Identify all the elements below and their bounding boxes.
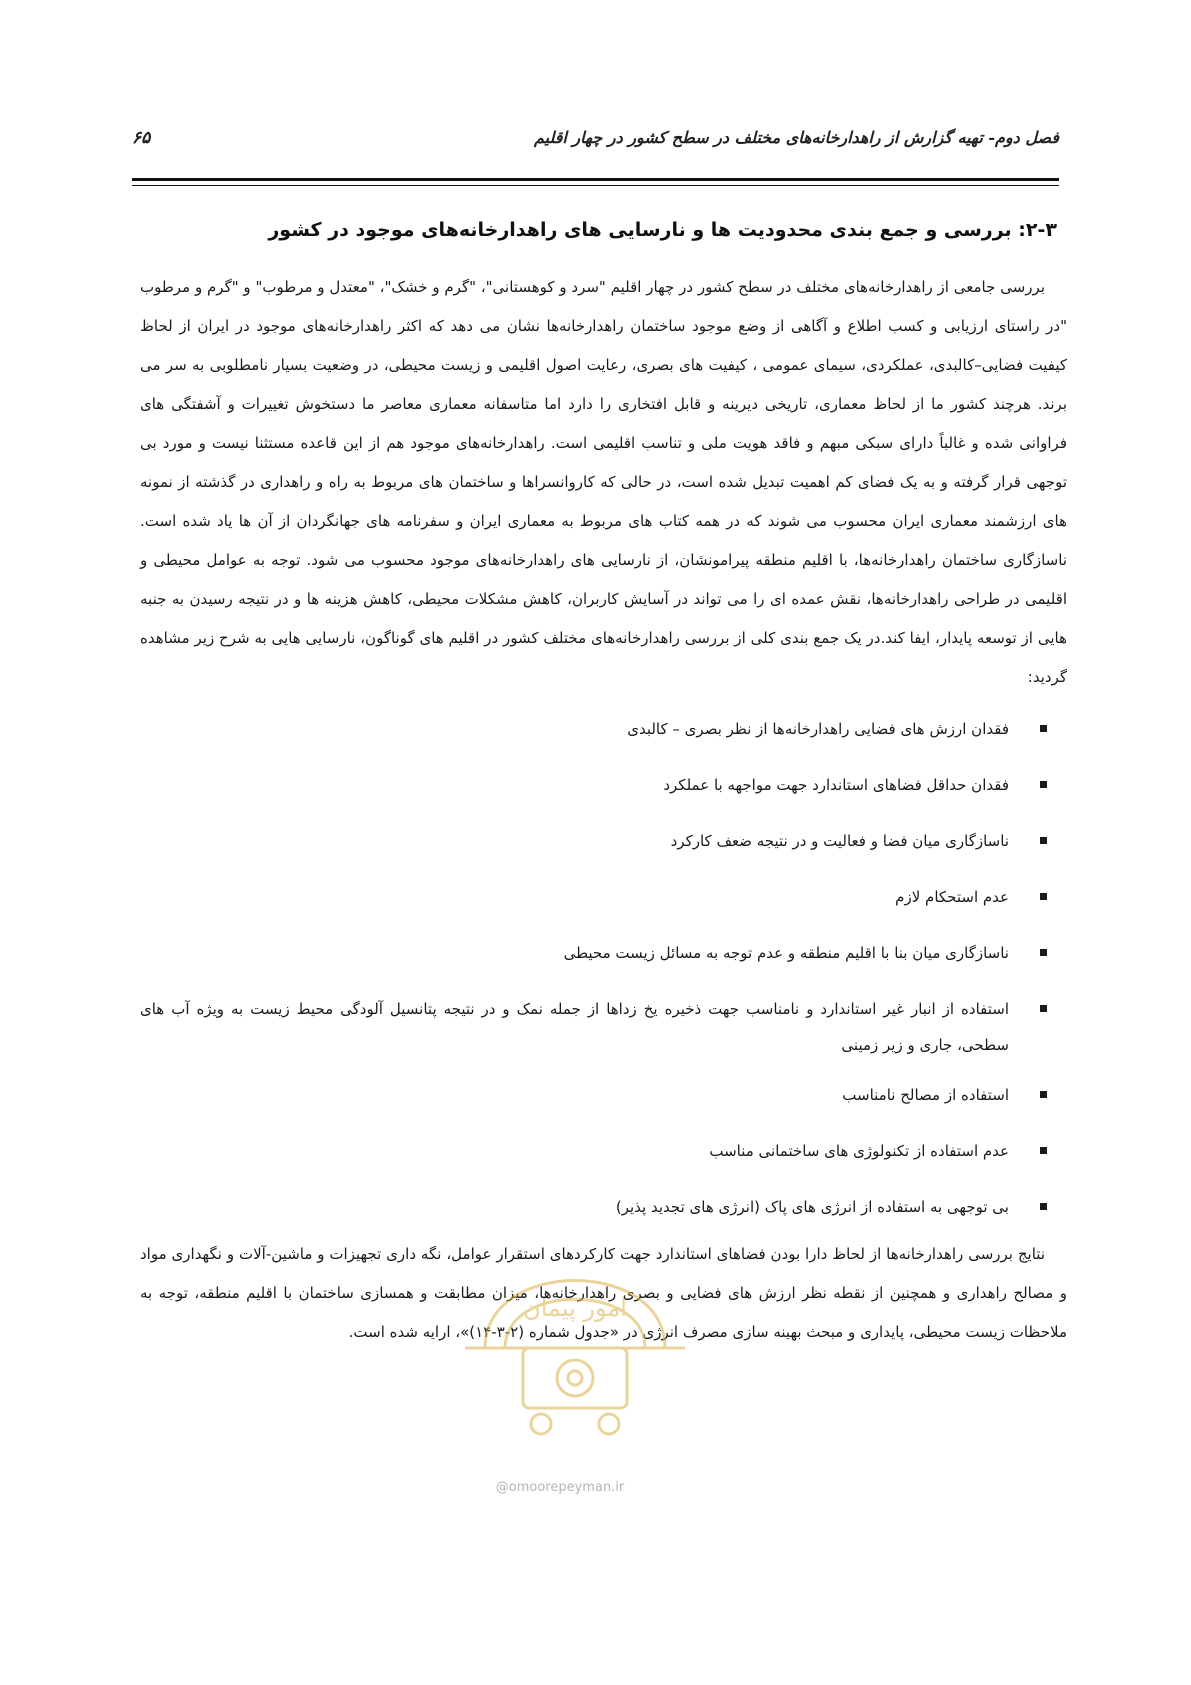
section-heading: ۲-۳: بررسی و جمع بندی محدودیت ها و نارسایی های راهدارخانه‌های موجود در کشور: [268, 219, 1057, 241]
watermark-site: [460, 1480, 660, 1495]
square-bullet-icon: [1040, 1091, 1047, 1098]
list-item: [140, 935, 1067, 971]
main-content: [140, 212, 1067, 1352]
square-bullet-icon: [1040, 781, 1047, 788]
list-item-text: عدم استحکام لازم: [895, 888, 1009, 906]
square-bullet-icon: [1040, 725, 1047, 732]
list-item-text: فقدان ارزش های فضایی راهدارخانه‌ها از نظر بصری – کالبدی: [627, 720, 1009, 738]
deficiency-list: [140, 711, 1067, 1225]
list-item: [140, 767, 1067, 803]
header-rule-thin: [132, 185, 1059, 186]
list-item: [140, 1077, 1067, 1113]
square-bullet-icon: [1040, 837, 1047, 844]
square-bullet-icon: [1040, 1005, 1047, 1012]
page-number: ۶۵: [132, 128, 151, 148]
list-item-text: استفاده از مصالح نامناسب: [842, 1086, 1009, 1104]
square-bullet-icon: [1040, 949, 1047, 956]
header-rule-thick: [132, 178, 1059, 181]
list-item: [140, 1133, 1067, 1169]
intro-paragraph: بررسی جامعی از راهدارخانه‌های مختلف در سطح کشور در چهار اقلیم "سرد و کوهستانی"، "گرم و خشک"، "معتدل و مرطوب" و "گرم و مرطوب "در راستای ارزیابی و کسب اطلاع و آگاهی از وضع موجود ساختمان راهدارخانه‌ها نشان می دهد که اکثر راهدارخانه‌های موجود در ایران از لحاظ کیفیت فضایی–کالبدی، عملکردی، سیمای عمومی ، کیفیت های بصری، رعایت اصول اقلیمی و زیست محیطی، در وضعیت بسیار نامطلوبی به سر می برند. هرچند کشور ما از لحاظ معماری، تاریخی دیرینه و قابل افتخاری را دارد اما متاسفانه معماری معاصر ما دستخوش تغییرات و آشفتگی های فراوانی شده و غالباً دارای سبکی مبهم و فاقد هویت ملی و تناسب اقلیمی است. راهدارخانه‌های موجود هم از این قاعده مستثنا نیست و مورد بی توجهی قرار گرفته و به یک فضای کم اهمیت تبدیل شده است، در حالی که کاروانسراها و ساختمان های مربوط به راه و راهداری در گذشته از نمونه های ارزشمند معماری ایران محسوب می شوند که در همه کتاب های مربوط به معماری ایران و سفرنامه های جهانگردان از آن ها یاد شده است. ناسازگاری ساختمان راهدارخانه‌ها، با اقلیم منطقه پیرامونشان، از نارسایی های راهدارخانه‌های موجود محسوب می شود. توجه به عوامل محیطی و اقلیمی در طراحی راهدارخانه‌ها، نقش عمده ای را می تواند در آسایش کاربران، کاهش مشکلات محیطی، کاهش هزینه ها و در نتیجه رسیدن به جنبه هایی از توسعه پایدار، ایفا کند.در یک جمع بندی کلی از بررسی راهدارخانه‌های مختلف کشور در اقلیم های گوناگون، نارسایی هایی به شرح زیر مشاهده گردید:: [140, 278, 1067, 686]
list-item: [140, 879, 1067, 915]
running-header: [132, 128, 1059, 162]
list-item-text: بی توجهی به استفاده از انرژی های پاک (انرژی های تجدید پذیر): [615, 1198, 1009, 1216]
list-item: [140, 823, 1067, 859]
list-item: [140, 1189, 1067, 1225]
list-item-text: استفاده از انبار غیر استاندارد و نامناسب جهت ذخیره یخ زداها از جمله نمک و در نتیجه پتانسیل آلودگی محیط زیست به ویژه آب های سطحی، جاری و زیر زمینی: [140, 1000, 1009, 1054]
running-title: فصل دوم- تهیه گزارش از راهدارخانه‌های مختلف در سطح کشور در چهار اقلیم: [533, 128, 1059, 147]
at-sign-icon: @: [495, 1480, 509, 1495]
conclusion-paragraph: نتایج بررسی راهدارخانه‌ها از لحاظ دارا بودن فضاهای استاندارد جهت کارکردهای استقرار عوامل، نگه داری تجهیزات و ماشین-آلات و نگهداری مواد و مصالح راهداری و همچنین از نقطه نظر ارزش های فضایی و بصری راهدارخانه‌ها، میزان مطابقت و همسازی ساختمان با اقلیم منطقه، توجه به ملاحظات زیست محیطی، پایداری و مبحث بهینه سازی مصرف انرژی در «جدول شماره (۲-۳-۱۴)»، ارایه شده است.: [140, 1245, 1067, 1341]
watermark-logo-text: امور پیمان: [523, 1294, 627, 1322]
list-item: [140, 991, 1067, 1063]
list-item-text: ناسازگاری میان بنا با اقلیم منطقه و عدم توجه به مسائل زیست محیطی: [563, 944, 1009, 962]
watermark-site-text: omoorepeyman.ir: [508, 1480, 625, 1495]
list-item-text: فقدان حداقل فضاهای استاندارد جهت مواجهه با عملکرد: [663, 776, 1009, 794]
square-bullet-icon: [1040, 893, 1047, 900]
list-item-text: عدم استفاده از تکنولوژی های ساختمانی مناسب: [709, 1142, 1009, 1160]
square-bullet-icon: [1040, 1203, 1047, 1210]
list-item-text: ناسازگاری میان فضا و فعالیت و در نتیجه ضعف کارکرد: [670, 832, 1009, 850]
square-bullet-icon: [1040, 1147, 1047, 1154]
list-item: [140, 711, 1067, 747]
